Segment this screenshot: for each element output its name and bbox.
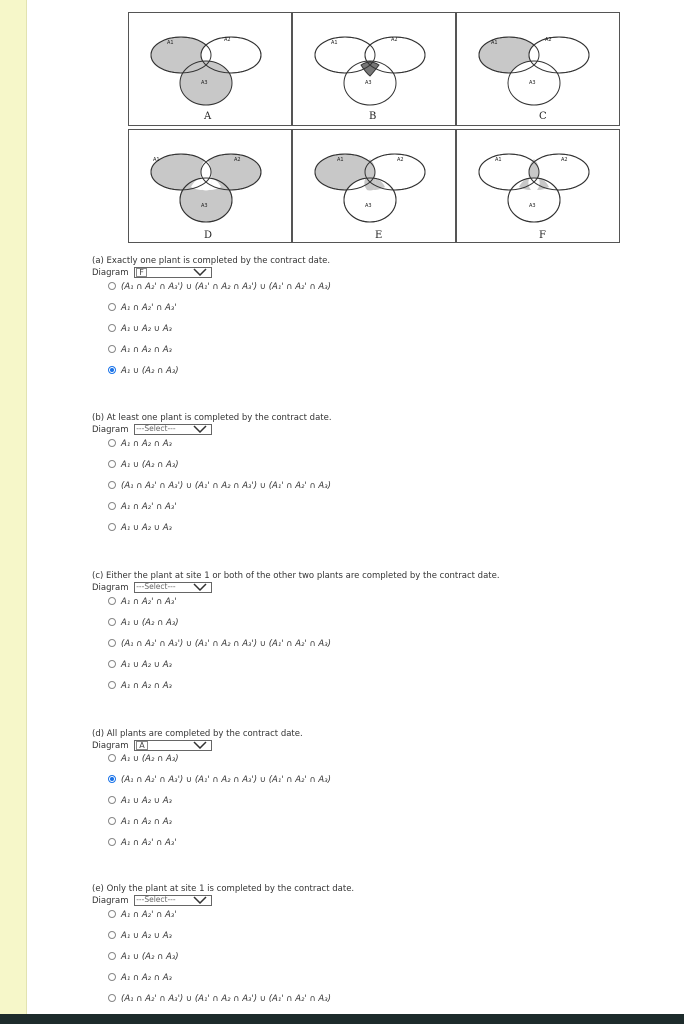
- venn-svg-c: [457, 13, 619, 125]
- option-e-4[interactable]: [108, 973, 172, 983]
- option-c-3[interactable]: [108, 639, 331, 649]
- diagram-label: Diagram: [92, 895, 129, 906]
- question-b-text: (b) At least one plant is completed by the contract date.: [92, 413, 332, 423]
- option-label: A₁ ∩ A₂' ∩ A₃': [121, 910, 177, 920]
- caption-e: E: [375, 230, 383, 241]
- option-b-2[interactable]: [108, 460, 179, 470]
- option-b-4[interactable]: [108, 502, 177, 512]
- question-e-text: (e) Only the plant at site 1 is completed by the contract date.: [92, 884, 355, 894]
- venn-svg-d: [129, 130, 291, 242]
- option-label: (A₁ ∩ A₂' ∩ A₃') ∪ (A₁' ∩ A₂ ∩ A₃') ∪ (A₁' ∩ A₂' ∩ A₃): [121, 775, 331, 785]
- radio-button[interactable]: [108, 681, 116, 689]
- label-a2: A2: [224, 37, 231, 43]
- label-b3: A3: [365, 80, 372, 86]
- chevron-down-icon: [193, 896, 207, 904]
- radio-button[interactable]: [108, 931, 116, 939]
- label-c2: A2: [545, 37, 552, 43]
- label-f1: A1: [495, 157, 502, 163]
- diagram-select-a[interactable]: [134, 267, 212, 278]
- diagram-select-e[interactable]: [134, 895, 212, 906]
- option-label: (A₁ ∩ A₂' ∩ A₃') ∪ (A₁' ∩ A₂ ∩ A₃') ∪ (A₁' ∩ A₂' ∩ A₃): [121, 994, 331, 1004]
- label-d2: A2: [234, 157, 241, 163]
- question-c-text: (c) Either the plant at site 1 or both of the other two plants are completed by the contract date.: [92, 571, 500, 581]
- option-label: A₁ ∩ A₂ ∩ A₃: [121, 439, 172, 449]
- label-d3: A3: [201, 203, 208, 209]
- option-label: A₁ ∪ A₂ ∪ A₃: [121, 796, 172, 806]
- chevron-down-icon: [193, 741, 207, 749]
- caption-b: B: [369, 111, 377, 122]
- radio-button[interactable]: [108, 324, 116, 332]
- venn-diagram-e: [292, 129, 456, 243]
- diagram-row-c: [92, 582, 212, 593]
- option-d-1[interactable]: [108, 754, 179, 764]
- diagram-label: Diagram: [92, 424, 129, 435]
- option-label: A₁ ∩ A₂ ∩ A₃: [121, 973, 172, 983]
- caption-f: F: [539, 230, 546, 241]
- radio-button[interactable]: [108, 754, 116, 762]
- radio-button[interactable]: [108, 282, 116, 290]
- option-d-2[interactable]: [108, 775, 331, 785]
- option-label: A₁ ∪ (A₂ ∩ A₃): [121, 618, 179, 628]
- option-label: A₁ ∩ A₂ ∩ A₃: [121, 817, 172, 827]
- option-label: A₁ ∩ A₂ ∩ A₃: [121, 345, 172, 355]
- option-d-4[interactable]: [108, 817, 172, 827]
- option-c-2[interactable]: [108, 618, 179, 628]
- option-label: A₁ ∩ A₂' ∩ A₃': [121, 303, 177, 313]
- label-c1: A1: [491, 40, 498, 46]
- option-label: A₁ ∪ A₂ ∪ A₃: [121, 523, 172, 533]
- diagram-select-value: ---Select---: [136, 895, 176, 904]
- option-label: (A₁ ∩ A₂' ∩ A₃') ∪ (A₁' ∩ A₂ ∩ A₃') ∪ (A₁' ∩ A₂' ∩ A₃): [121, 481, 331, 491]
- venn-diagram-d: [128, 129, 292, 243]
- radio-button[interactable]: [108, 439, 116, 447]
- radio-button[interactable]: [108, 597, 116, 605]
- option-label: A₁ ∩ A₂' ∩ A₃': [121, 838, 177, 848]
- radio-button[interactable]: [108, 973, 116, 981]
- venn-svg-e: [293, 130, 455, 242]
- option-b-1[interactable]: [108, 439, 172, 449]
- chevron-down-icon: [193, 268, 207, 276]
- diagram-select-value: F: [136, 268, 147, 277]
- option-label: (A₁ ∩ A₂' ∩ A₃') ∪ (A₁' ∩ A₂ ∩ A₃') ∪ (A₁' ∩ A₂' ∩ A₃): [121, 639, 331, 649]
- bottom-bar: [0, 1014, 684, 1024]
- option-d-5[interactable]: [108, 838, 177, 848]
- option-d-3[interactable]: [108, 796, 172, 806]
- chevron-down-icon: [193, 425, 207, 433]
- venn-svg-b: [293, 13, 455, 125]
- option-c-1[interactable]: [108, 597, 177, 607]
- option-a-2[interactable]: [108, 303, 177, 313]
- option-label: A₁ ∪ A₂ ∪ A₃: [121, 324, 172, 334]
- radio-button[interactable]: [108, 303, 116, 311]
- radio-button[interactable]: [108, 345, 116, 353]
- diagram-select-value: ---Select---: [136, 424, 176, 433]
- diagram-select-value: A: [136, 741, 147, 750]
- label-b2: A2: [391, 37, 398, 43]
- venn-diagram-c: [456, 12, 620, 126]
- radio-button[interactable]: [108, 994, 116, 1002]
- label-f3: A3: [529, 203, 536, 209]
- radio-button-selected[interactable]: [108, 366, 116, 374]
- radio-button[interactable]: [108, 838, 116, 846]
- radio-button[interactable]: [108, 460, 116, 468]
- radio-button-selected[interactable]: [108, 775, 116, 783]
- question-d-text: (d) All plants are completed by the contract date.: [92, 729, 303, 739]
- label-f2: A2: [561, 157, 568, 163]
- option-c-5[interactable]: [108, 681, 172, 691]
- radio-button[interactable]: [108, 618, 116, 626]
- option-label: A₁ ∪ (A₂ ∩ A₃): [121, 952, 179, 962]
- option-label: A₁ ∩ A₂' ∩ A₃': [121, 502, 177, 512]
- label-e2: A2: [397, 157, 404, 163]
- option-label: A₁ ∪ A₂ ∪ A₃: [121, 660, 172, 670]
- option-label: A₁ ∪ (A₂ ∩ A₃): [121, 460, 179, 470]
- label-e3: A3: [365, 203, 372, 209]
- diagram-select-value: ---Select---: [136, 582, 176, 591]
- label-d1: A1: [153, 157, 160, 163]
- venn-diagram-b: [292, 12, 456, 126]
- diagram-select-d[interactable]: [134, 740, 212, 751]
- diagram-select-c[interactable]: [134, 582, 212, 593]
- diagram-row-d: [92, 740, 212, 751]
- radio-button[interactable]: [108, 910, 116, 918]
- label-a1: A1: [167, 40, 174, 46]
- diagram-row-b: [92, 424, 212, 435]
- question-a-text: (a) Exactly one plant is completed by the contract date.: [92, 256, 331, 266]
- label-c3: A3: [529, 80, 536, 86]
- label-e1: A1: [337, 157, 344, 163]
- diagram-select-b[interactable]: [134, 424, 212, 435]
- radio-button[interactable]: [108, 502, 116, 510]
- diagram-row-e: [92, 895, 212, 906]
- venn-diagram-f: [456, 129, 620, 243]
- radio-button[interactable]: [108, 523, 116, 531]
- chevron-down-icon: [193, 583, 207, 591]
- diagram-label: Diagram: [92, 582, 129, 593]
- left-margin-bar: [0, 0, 27, 1024]
- radio-button[interactable]: [108, 639, 116, 647]
- option-e-1[interactable]: [108, 910, 177, 920]
- radio-button[interactable]: [108, 481, 116, 489]
- label-a3: A3: [201, 80, 208, 86]
- option-c-4[interactable]: [108, 660, 172, 670]
- option-label: A₁ ∩ A₂ ∩ A₃: [121, 681, 172, 691]
- option-label: A₁ ∪ A₂ ∪ A₃: [121, 931, 172, 941]
- venn-svg-f: [457, 130, 619, 242]
- caption-d: D: [204, 230, 213, 241]
- option-e-5[interactable]: [108, 994, 331, 1004]
- option-a-4[interactable]: [108, 345, 172, 355]
- option-a-1[interactable]: [108, 282, 331, 292]
- label-b1: A1: [331, 40, 338, 46]
- option-label: A₁ ∪ (A₂ ∩ A₃): [121, 366, 179, 376]
- option-label: (A₁ ∩ A₂' ∩ A₃') ∪ (A₁' ∩ A₂ ∩ A₃') ∪ (A₁' ∩ A₂' ∩ A₃): [121, 282, 331, 292]
- diagram-label: Diagram: [92, 740, 129, 751]
- caption-a: A: [204, 111, 212, 122]
- venn-diagram-a: [128, 12, 292, 126]
- option-b-3[interactable]: [108, 481, 331, 491]
- option-e-2[interactable]: [108, 931, 172, 941]
- option-label: A₁ ∩ A₂' ∩ A₃': [121, 597, 177, 607]
- radio-button[interactable]: [108, 817, 116, 825]
- venn-svg-a: [129, 13, 291, 125]
- radio-button[interactable]: [108, 796, 116, 804]
- option-label: A₁ ∪ (A₂ ∩ A₃): [121, 754, 179, 764]
- diagram-label: Diagram: [92, 267, 129, 278]
- caption-c: C: [539, 111, 547, 122]
- option-a-3[interactable]: [108, 324, 172, 334]
- diagram-row-a: [92, 267, 212, 278]
- radio-button[interactable]: [108, 660, 116, 668]
- radio-button[interactable]: [108, 952, 116, 960]
- option-e-3[interactable]: [108, 952, 179, 962]
- option-b-5[interactable]: [108, 523, 172, 533]
- option-a-5[interactable]: [108, 366, 179, 376]
